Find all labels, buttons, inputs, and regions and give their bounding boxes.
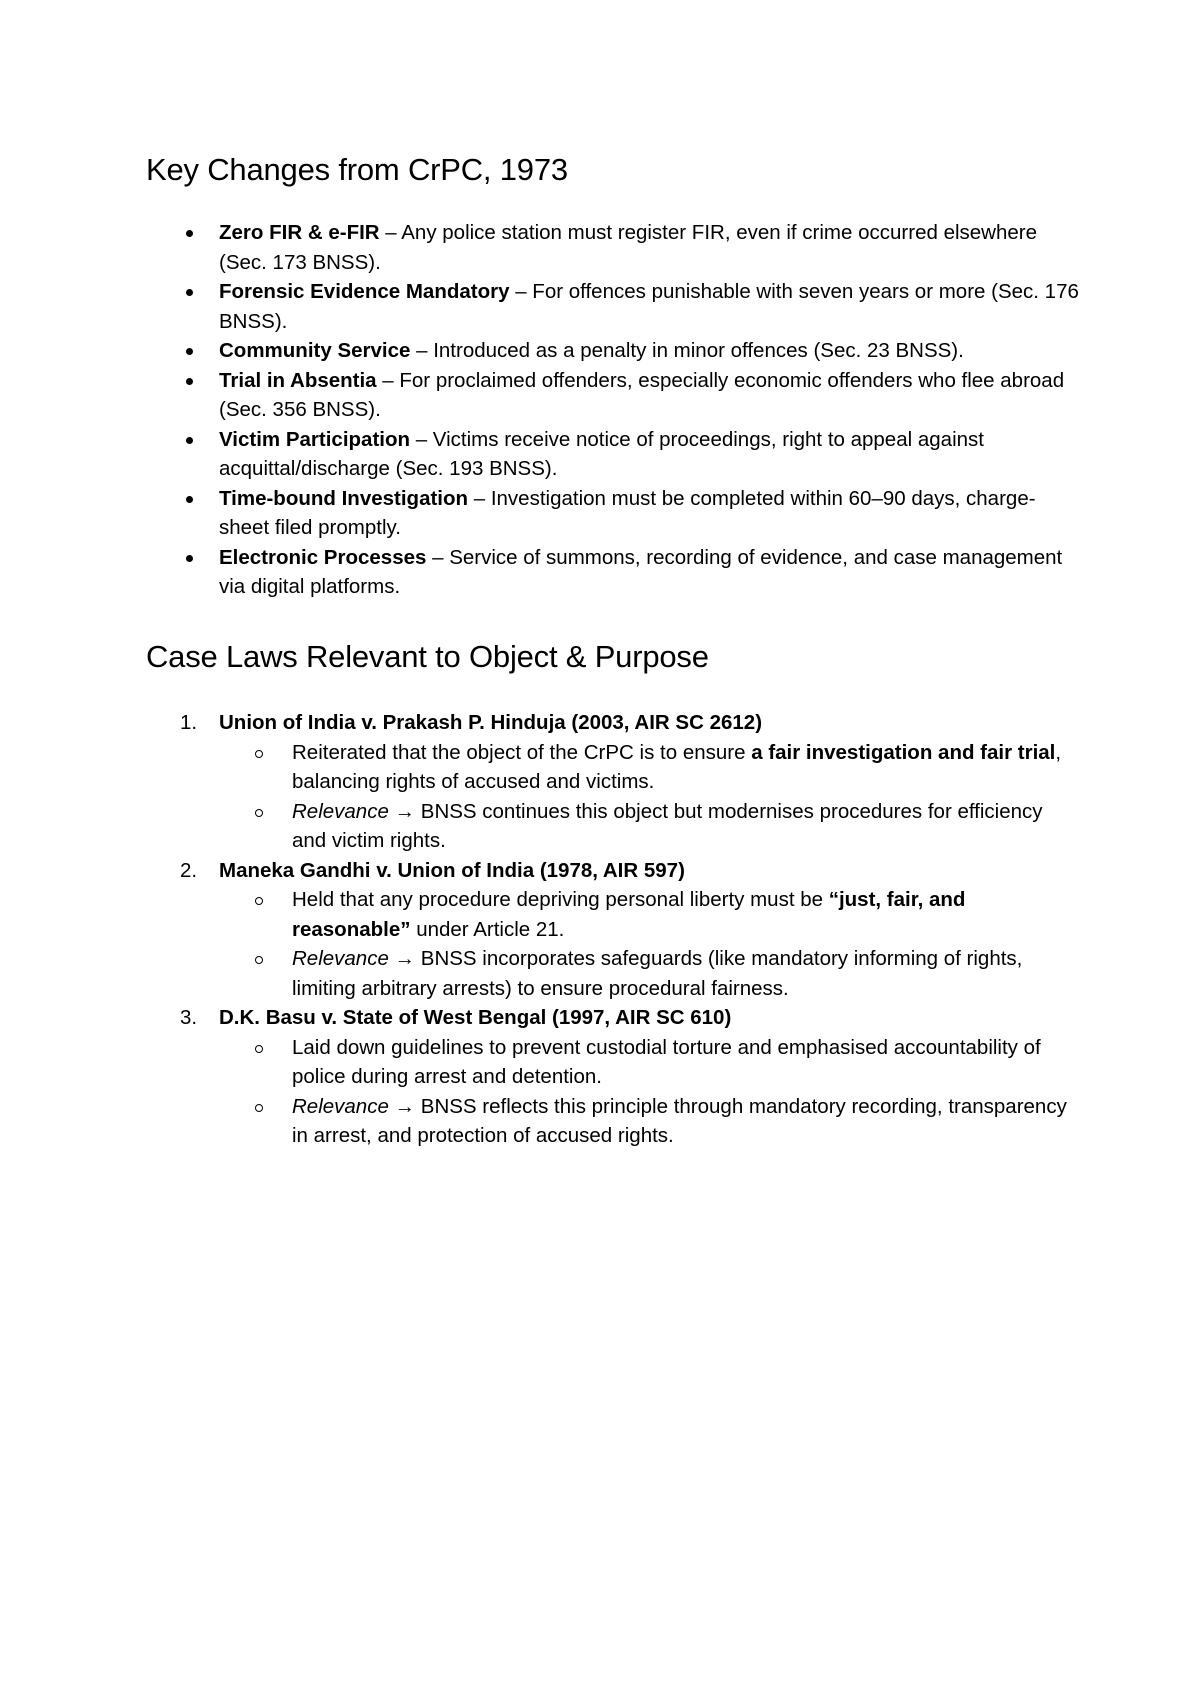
circle-bullet-icon xyxy=(255,750,263,758)
case-point xyxy=(219,944,1080,1003)
point-text: Reiterated that the object of the CrPC is to ensure xyxy=(292,740,752,764)
section-heading-case-laws: Case Laws Relevant to Object & Purpose xyxy=(146,639,709,674)
case-title: Union of India v. Prakash P. Hinduja (2003, AIR SC 2612) xyxy=(219,711,763,734)
item-term: Community Service xyxy=(219,339,411,362)
bullet-icon xyxy=(186,348,193,355)
list-item xyxy=(0,425,1200,484)
point-text: Laid down guidelines to prevent custodial torture and emphasised accountability of police during arrest and detention. xyxy=(292,1035,1041,1088)
relevance-label: Relevance xyxy=(292,947,389,970)
point-text: Held that any procedure depriving personal liberty must be xyxy=(292,888,829,911)
bullet-icon xyxy=(186,230,193,237)
relevance-label: Relevance xyxy=(292,799,389,823)
list-item xyxy=(0,366,1200,425)
point-text: , balancing rights of accused and victims. xyxy=(292,740,1062,793)
case-number: 3. xyxy=(180,1006,198,1029)
list-item xyxy=(0,336,1200,366)
section-heading-key-changes: Key Changes from CrPC, 1973 xyxy=(146,152,568,187)
key-changes-list xyxy=(0,218,1200,602)
item-term: Time-bound Investigation xyxy=(219,486,469,510)
circle-bullet-icon xyxy=(255,1104,263,1112)
bullet-icon xyxy=(186,289,193,296)
relevance-label: Relevance xyxy=(292,1094,389,1118)
case-title: Maneka Gandhi v. Union of India (1978, AIR 597) xyxy=(219,858,685,882)
case-item xyxy=(0,708,1200,856)
case-points xyxy=(219,885,1080,1003)
case-points xyxy=(219,738,1080,856)
case-number: 1. xyxy=(180,711,198,734)
circle-bullet-icon xyxy=(255,956,263,964)
point-text: under Article 21. xyxy=(410,917,565,941)
item-term: Electronic Processes xyxy=(219,545,427,569)
item-description: – Any police station must register FIR, even if crime occurred elsewhere (Sec. 173 BNSS). xyxy=(219,221,1038,274)
case-point xyxy=(219,797,1080,856)
point-emphasis: a fair investigation and fair trial xyxy=(751,740,1056,764)
bullet-icon xyxy=(186,437,193,444)
relevance-text: → BNSS reflects this principle through mandatory recording, transparency in arrest, and protection of accused rights. xyxy=(292,1094,1067,1147)
item-term: Zero FIR & e-FIR xyxy=(219,221,380,244)
item-description: – Service of summons, recording of evidence, and case management via digital platforms. xyxy=(219,545,1063,598)
case-item xyxy=(0,1003,1200,1151)
case-number: 2. xyxy=(180,858,198,882)
item-term: Forensic Evidence Mandatory xyxy=(219,280,510,303)
circle-bullet-icon xyxy=(255,809,263,817)
case-points xyxy=(219,1033,1080,1151)
relevance-text: → BNSS continues this object but modernises procedures for efficiency and victim rights. xyxy=(292,799,1043,852)
bullet-icon xyxy=(186,555,193,562)
bullet-icon xyxy=(186,496,193,503)
case-point xyxy=(219,885,1080,944)
case-point xyxy=(219,1092,1080,1151)
case-item xyxy=(0,856,1200,1004)
item-description: – Victims receive notice of proceedings, right to appeal against acquittal/discharge (Sec. 193 BNSS). xyxy=(219,427,984,480)
relevance-text: → BNSS incorporates safeguards (like mandatory informing of rights, limiting arbitrary arrests) to ensure procedural fairness. xyxy=(292,947,1023,1000)
circle-bullet-icon xyxy=(255,897,263,905)
item-term: Victim Participation xyxy=(219,427,411,451)
item-term: Trial in Absentia xyxy=(219,368,377,392)
list-item xyxy=(0,277,1200,336)
item-description: – Investigation must be completed within 60–90 days, charge-sheet filed promptly. xyxy=(219,486,1036,539)
case-title: D.K. Basu v. State of West Bengal (1997, AIR SC 610) xyxy=(219,1006,732,1029)
item-description: – Introduced as a penalty in minor offences (Sec. 23 BNSS). xyxy=(410,339,964,362)
item-description: – For offences punishable with seven years or more (Sec. 176 BNSS). xyxy=(219,280,1079,333)
list-item xyxy=(0,484,1200,543)
item-description: – For proclaimed offenders, especially economic offenders who flee abroad (Sec. 356 BNSS). xyxy=(219,368,1065,421)
list-item xyxy=(0,218,1200,277)
case-point xyxy=(219,738,1080,797)
bullet-icon xyxy=(186,378,193,385)
case-laws-list xyxy=(0,708,1200,1151)
circle-bullet-icon xyxy=(255,1045,263,1053)
point-emphasis: “just, fair, and reasonable” xyxy=(292,888,966,941)
case-point xyxy=(219,1033,1080,1092)
list-item xyxy=(0,543,1200,602)
